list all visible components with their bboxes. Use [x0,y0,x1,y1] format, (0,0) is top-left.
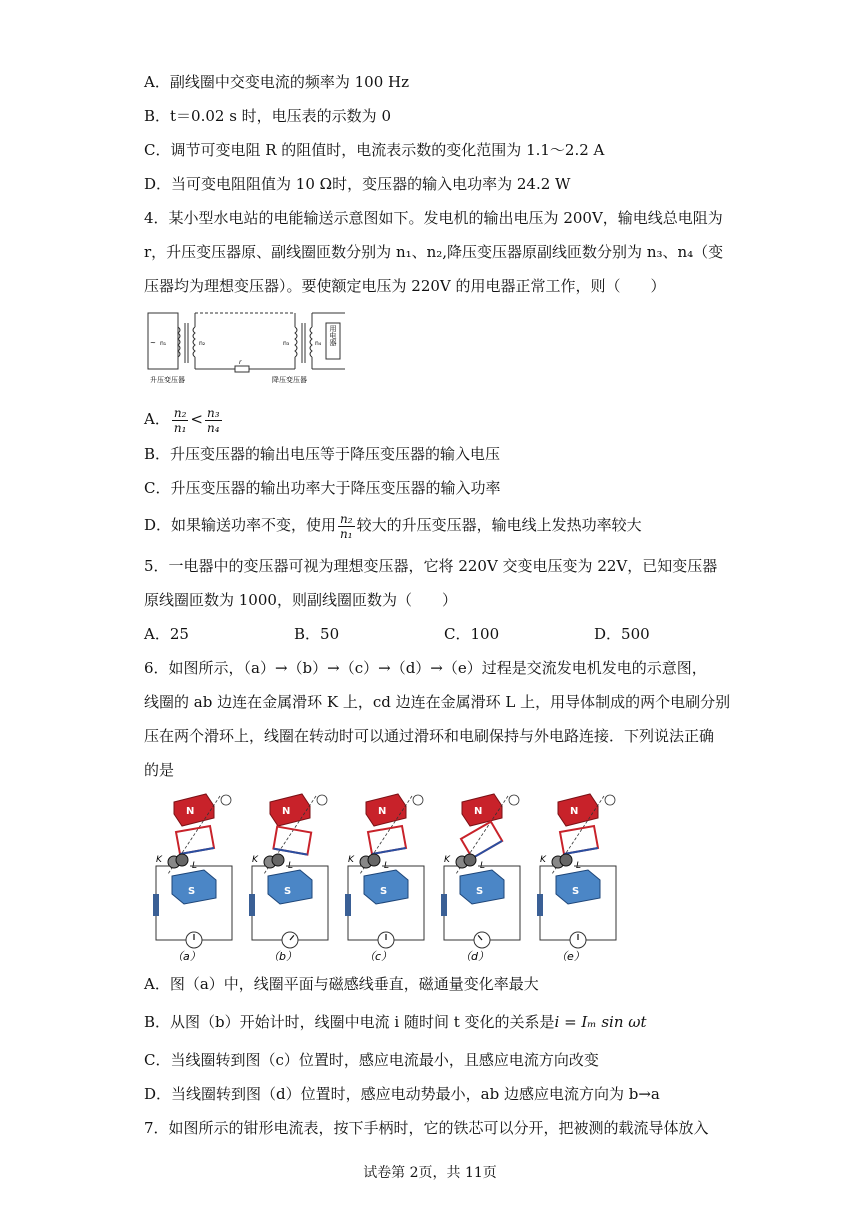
q5-stem-line2: 原线圈匝数为 1000，则副线圈匝数为（ ） [144,591,457,609]
generator-panels [148,788,628,966]
q5-option-b: B．50 [294,625,340,643]
magnet-north-label: N [570,806,579,817]
frac-den: n₁ [173,420,187,435]
slip-ring-k-label: K [540,855,546,865]
generator-panel [436,788,528,966]
q6-stem-line1: 6．如图所示，（a）→（b）→（c）→（d）→（e）过程是交流发电机发电的示意图， [144,659,707,677]
slip-ring-l-label: L [384,861,390,871]
panel-label: （e） [556,950,585,963]
generator-tilde: ~ [150,339,156,347]
q6-option-b [144,1012,647,1032]
less-than-sign: < [190,410,203,428]
slip-ring-l-label: L [480,861,486,871]
q5-option-c: C．100 [444,625,500,643]
panel-label: （c） [364,950,393,963]
label-load: 用电器 [329,325,337,346]
label-n2: n₂ [199,340,206,347]
fraction-n2-n1 [338,512,355,541]
q6-option-a: A．图（a）中，线圈平面与磁感线垂直，磁通量变化率最大 [144,975,539,993]
label-n4: n₄ [315,340,322,347]
frac-num: n₂ [173,405,187,420]
slip-ring-k-label: K [156,855,162,865]
q4-option-a [144,404,224,435]
q4-stem-line2: r，升压变压器原、副线圈匝数分别为 n₁、n₂,降压变压器原副线匝数分别为 n₃、n₄（变 [144,243,724,261]
q6-option-c: C．当线圈转到图（c）位置时，感应电流最小，且感应电流方向改变 [144,1051,599,1069]
magnet-south-label: S [188,886,196,897]
magnet-north-label: N [186,806,195,817]
q4-option-b: B．升压变压器的输出电压等于降压变压器的输入电压 [144,445,501,463]
generator-panel [244,788,336,966]
magnet-south-label: S [476,886,484,897]
q5-option-a: A．25 [144,625,189,643]
q3-option-b: B．t＝0.02 s 时，电压表的示数为 0 [144,107,391,125]
q7-stem-line1: 7．如图所示的钳形电流表，按下手柄时，它的铁芯可以分开，把被测的载流导体放入 [144,1119,709,1137]
q3-option-a: A．副线圈中交变电流的频率为 100 Hz [144,73,409,91]
frac-den: n₄ [206,420,220,435]
q4-option-d [144,510,642,541]
magnet-north-label: N [474,806,483,817]
fraction-n2-n1 [172,406,189,435]
q6-option-d: D．当线圈转到图（d）位置时，感应电动势最小，ab 边感应电流方向为 b→a [144,1085,660,1103]
generator-panel [532,788,624,966]
fraction-n3-n4 [205,406,222,435]
q4-option-d-pre: D．如果输送功率不变，使用 [144,516,337,534]
magnet-south-label: S [284,886,292,897]
slip-ring-k-label: K [252,855,258,865]
q6-stem-line4: 的是 [144,761,175,779]
q6-option-b-text: B．从图（b）开始计时，线圈中电流 i 随时间 t 变化的关系是 [144,1013,555,1031]
magnet-south-label: S [380,886,388,897]
generator-panel [340,788,432,966]
slip-ring-l-label: L [288,861,294,871]
q6-stem-line3: 压在两个滑环上，线圈在转动时可以通过滑环和电刷保持与外电路连接．下列说法正确 [144,727,715,745]
label-step-up: 升压变压器 [150,376,185,384]
q3-option-d: D．当可变电阻阻值为 10 Ω时，变压器的输入电功率为 24.2 W [144,175,571,193]
q4-stem-line1: 4．某小型水电站的电能输送示意图如下。发电机的输出电压为 200V，输电线总电阻为 [144,209,723,227]
generator-panel [148,788,240,966]
q4-option-c: C．升压变压器的输出功率大于降压变压器的输入功率 [144,479,501,497]
slip-ring-k-label: K [348,855,354,865]
q6-stem-line2: 线圈的 ab 边连在金属滑环 K 上，cd 边连在金属滑环 L 上，用导体制成的两个电刷分别 [144,693,731,711]
magnet-north-label: N [282,806,291,817]
q4-stem-line3: 压器均为理想变压器）。要使额定电压为 220V 的用电器正常工作，则（ ） [144,277,666,295]
panel-label: （a） [172,950,201,963]
q6-option-b-formula: i = Iₘ sin ωt [554,1013,647,1031]
magnet-north-label: N [378,806,387,817]
slip-ring-k-label: K [444,855,450,865]
label-n3: n₃ [283,340,290,347]
q3-option-c: C．调节可变电阻 R 的阻值时，电流表示数的变化范围为 1.1～2.2 A [144,141,605,159]
magnet-south-label: S [572,886,580,897]
panel-label: （b） [268,950,297,963]
slip-ring-l-label: L [192,861,198,871]
label-step-down: 降压变压器 [272,376,307,384]
label-r: r [239,359,242,366]
q4-option-d-post: 较大的升压变压器，输电线上发热功率较大 [356,516,642,534]
label-n1: n₁ [160,340,167,347]
q5-stem-line1: 5．一电器中的变压器可视为理想变压器，它将 220V 交变电压变为 22V，已知变压器 [144,557,718,575]
panel-label: （d） [460,950,489,963]
page-footer: 试卷第 2页，共 11页 [363,1165,497,1181]
frac-num: n₃ [206,405,220,420]
frac-num: n₂ [340,511,353,526]
q5-option-d: D．500 [594,625,650,643]
slip-ring-l-label: L [576,861,582,871]
transmission-circuit-diagram [140,305,355,385]
q4-option-a-label: A． [144,410,170,428]
frac-den: n₁ [340,526,353,541]
